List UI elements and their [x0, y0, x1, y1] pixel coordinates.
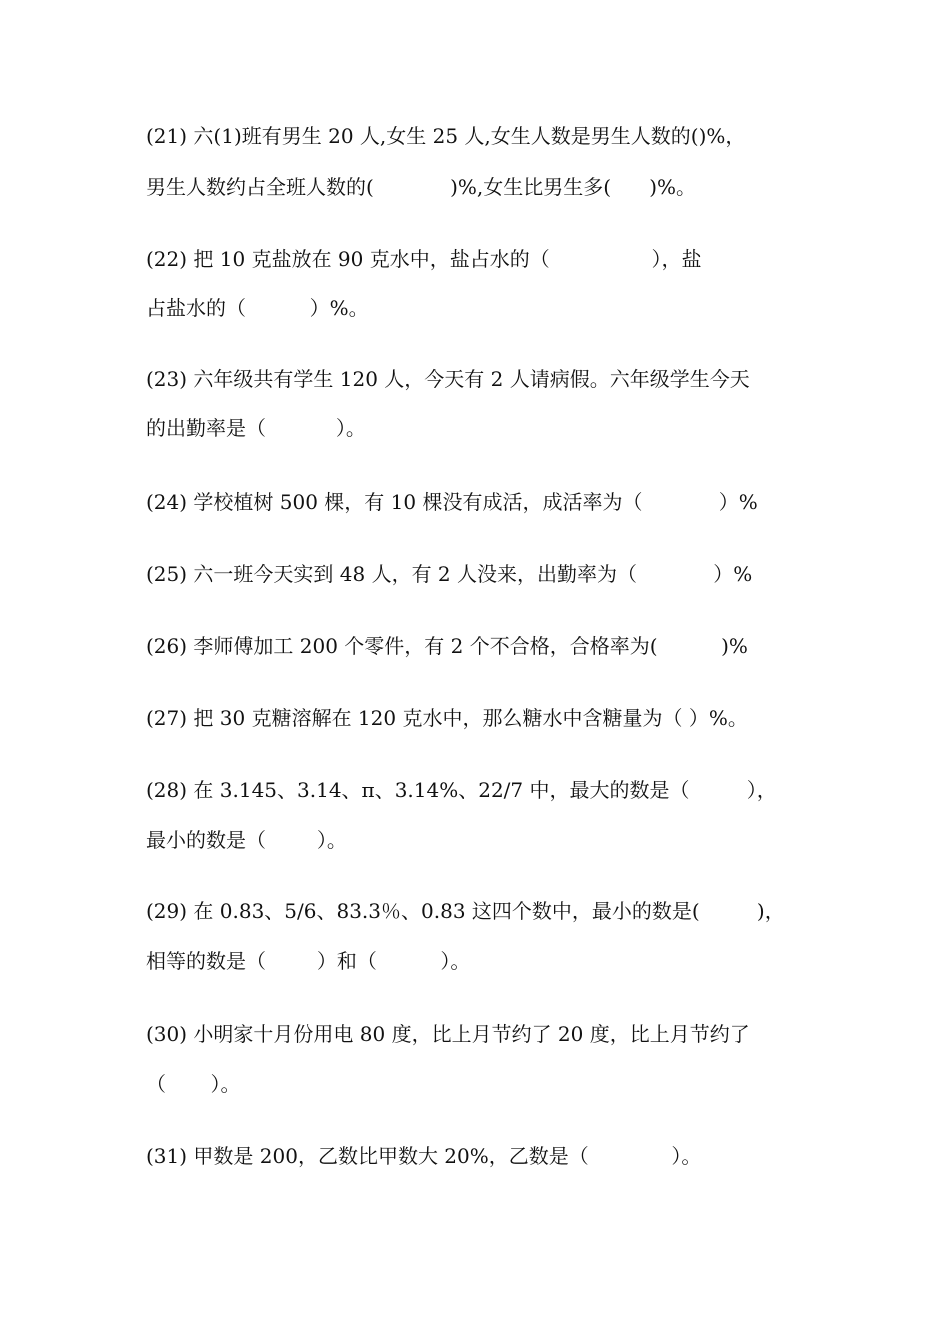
question-24-line-1: (24) 学校植树 500 棵，有 10 棵没有成活，成活率为（ ）% — [146, 490, 758, 514]
question-26-line-1: (26) 李师傅加工 200 个零件，有 2 个不合格，合格率为( )% — [146, 634, 748, 658]
question-22-line-1: (22) 把 10 克盐放在 90 克水中，盐占水的（ ），盐 — [146, 247, 702, 271]
question-27-line-1: (27) 把 30 克糖溶解在 120 克水中，那么糖水中含糖量为（ ）%。 — [146, 706, 748, 730]
question-28-line-1: (28) 在 3.145、3.14、π、3.14%、22/7 中，最大的数是（ ）， — [146, 778, 777, 802]
question-30-line-2: （ ）。 — [146, 1072, 241, 1096]
question-31-line-1: (31) 甲数是 200，乙数比甲数大 20%，乙数是（ ）。 — [146, 1144, 702, 1168]
question-30-line-1: (30) 小明家十月份用电 80 度，比上月节约了 20 度，比上月节约了 — [146, 1022, 750, 1046]
question-23-line-1: (23) 六年级共有学生 120 人，今天有 2 人请病假。六年级学生今天 — [146, 367, 750, 391]
question-28-line-2: 最小的数是（ ）。 — [146, 828, 347, 852]
question-29-line-2: 相等的数是（ ）和（ ）。 — [146, 949, 471, 973]
question-25-line-1: (25) 六一班今天实到 48 人，有 2 人没来，出勤率为（ ）% — [146, 562, 753, 586]
question-23-line-2: 的出勤率是（ ）。 — [146, 416, 366, 440]
question-22-line-2: 占盐水的（ ）%。 — [146, 296, 369, 320]
question-29-line-1: (29) 在 0.83、5/6、83.3％、0.83 这四个数中，最小的数是( )， — [146, 899, 785, 923]
question-21-line-2: 男生人数约占全班人数的( )%,女生比男生多( )%。 — [146, 175, 697, 199]
question-21-line-1: (21) 六(1)班有男生 20 人,女生 25 人,女生人数是男生人数的()%， — [146, 124, 746, 148]
